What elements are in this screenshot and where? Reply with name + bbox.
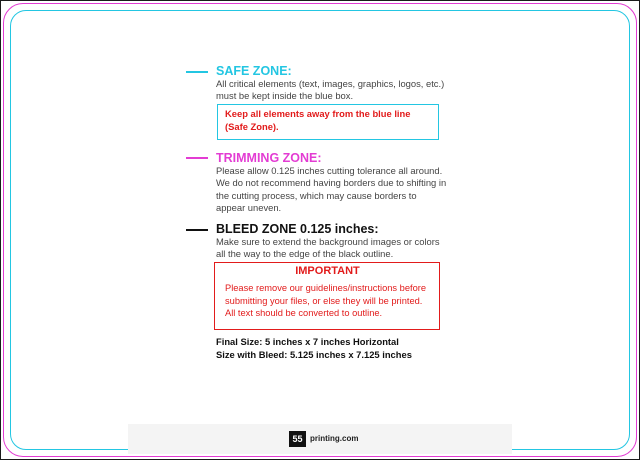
trimming-zone-line: We do not recommend having borders due to shifting in [216,177,447,189]
final-size: Final Size: 5 inches x 7 inches Horizontal [216,336,399,347]
important-text [225,282,426,320]
safe-zone-marker-line [186,71,208,73]
safe-zone-line: must be kept inside the blue box. [216,90,354,102]
trimming-zone-description [216,165,446,214]
important-line: submitting your files, or else they will be printed. [225,295,423,306]
bleed-zone-marker-line [186,229,208,231]
important-line: Please remove our guidelines/instructions before [225,283,427,293]
important-title: IMPORTANT [295,265,360,277]
trimming-zone-line: appear uneven. [216,201,282,213]
trimming-zone-marker-line [186,157,208,159]
safe-zone-title: SAFE ZONE: [216,64,292,78]
logo-text: printing.com [310,434,359,443]
bleed-zone-description [216,236,440,261]
safe-zone-note-line: (Safe Zone). [225,120,279,132]
trimming-zone-line: Please allow 0.125 inches cutting tolerance all around. [216,165,443,176]
important-line: All text should be converted to outline. [225,308,383,318]
size-info [216,336,412,361]
bleed-zone-line: all the way to the edge of the black outline. [216,248,394,260]
safe-zone-note [225,108,410,133]
bleed-zone-title: BLEED ZONE 0.125 inches: [216,222,379,236]
trimming-zone-title: TRIMMING ZONE: [216,151,322,165]
bleed-size: Size with Bleed: 5.125 inches x 7.125 inches [216,348,412,360]
bleed-zone-line: Make sure to extend the background images or colors [216,236,440,247]
logo-mark: 55 [289,431,306,447]
trimming-zone-line: the cutting process, which may cause borders to [216,189,417,201]
safe-zone-note-line: Keep all elements away from the blue line [225,108,411,119]
safe-zone-line: All critical elements (text, images, graphics, logos, etc.) [216,78,445,89]
safe-zone-description [216,78,444,103]
